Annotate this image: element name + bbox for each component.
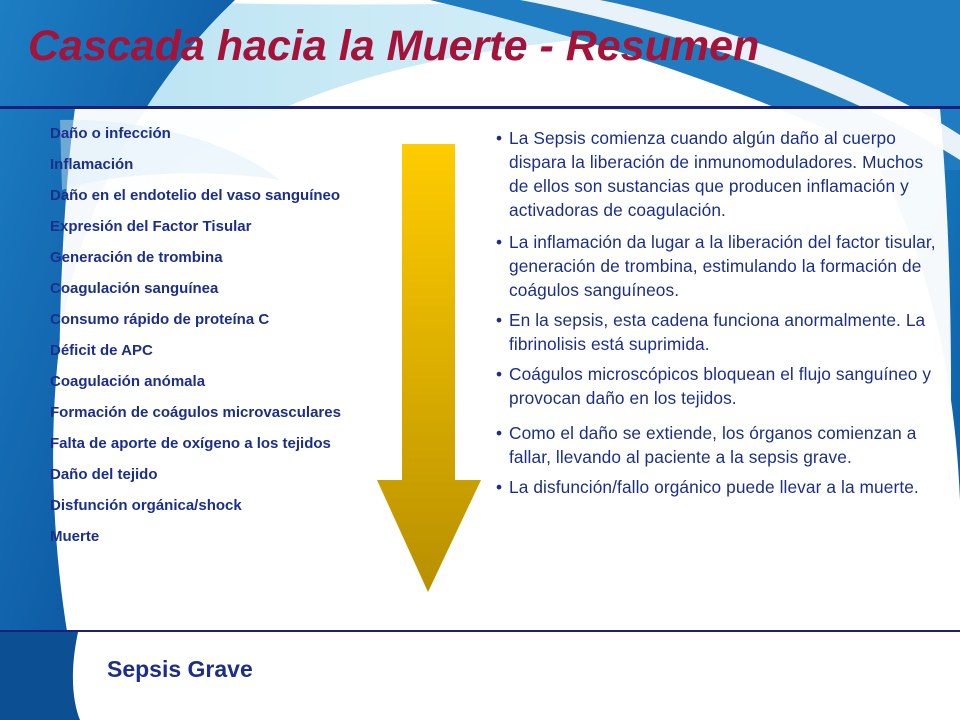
bullet-marker: • [496, 128, 503, 148]
cascade-step: Disfunción orgánica/shock [50, 497, 242, 514]
cascade-step: Expresión del Factor Tisular [50, 218, 252, 235]
footer-label: Sepsis Grave [107, 656, 253, 682]
cascade-step: Coagulación anómala [50, 373, 206, 390]
bullet-marker: • [496, 364, 503, 384]
title-divider [0, 106, 960, 109]
cascade-step: Inflamación [50, 156, 134, 173]
slide-title: Cascada hacia la Muerte - Resumen [28, 22, 760, 70]
bullet-text: Coágulos microscópicos bloquean el flujo sanguíneo y provocan daño en los tejidos. [509, 364, 932, 408]
summary-bullet [496, 421, 946, 469]
cascade-step: Falta de aporte de oxígeno a los tejidos [50, 435, 331, 452]
bullet-text: En la sepsis, esta cadena funciona anormalmente. La fibrinolisis está suprimida. [509, 310, 926, 354]
bullet-marker: • [496, 310, 503, 330]
bullet-marker: • [496, 232, 503, 252]
cascade-step: Daño en el endotelio del vaso sanguíneo [50, 187, 341, 204]
cascade-step: Generación de trombina [50, 249, 223, 266]
cascade-step: Déficit de APC [50, 342, 153, 359]
cascade-step: Formación de coágulos microvasculares [50, 404, 341, 421]
bullet-text: La disfunción/fallo orgánico puede llevar a la muerte. [509, 477, 919, 497]
bullet-text: Como el daño se extiende, los órganos comienzan a fallar, llevando al paciente a la sepsis grave. [509, 423, 917, 467]
summary-bullet [496, 126, 946, 222]
summary-bullets [496, 126, 946, 499]
cascade-step: Coagulación sanguínea [50, 280, 219, 297]
summary-bullet [496, 308, 946, 356]
cascade-step: Daño del tejido [50, 466, 158, 483]
summary-bullet [496, 230, 946, 302]
summary-bullet [496, 362, 946, 410]
footer-divider [0, 630, 960, 632]
bullet-marker: • [496, 477, 503, 497]
cascade-steps-list [50, 126, 355, 560]
bullet-marker: • [496, 423, 503, 443]
down-arrow-icon [375, 144, 485, 594]
cascade-step: Consumo rápido de proteína C [50, 311, 270, 328]
cascade-step: Muerte [50, 528, 100, 545]
bullet-text: La Sepsis comienza cuando algún daño al cuerpo dispara la liberación de inmunomoduladores. Muchos de ellos son sustancias que producen inflamación y activadoras de coagulación. [509, 128, 924, 220]
bullet-text: La inflamación da lugar a la liberación del factor tisular, generación de trombina, estimulando la formación de coágulos sanguíneos. [509, 232, 936, 300]
summary-bullet [496, 475, 946, 499]
cascade-step: Daño o infección [50, 125, 171, 142]
